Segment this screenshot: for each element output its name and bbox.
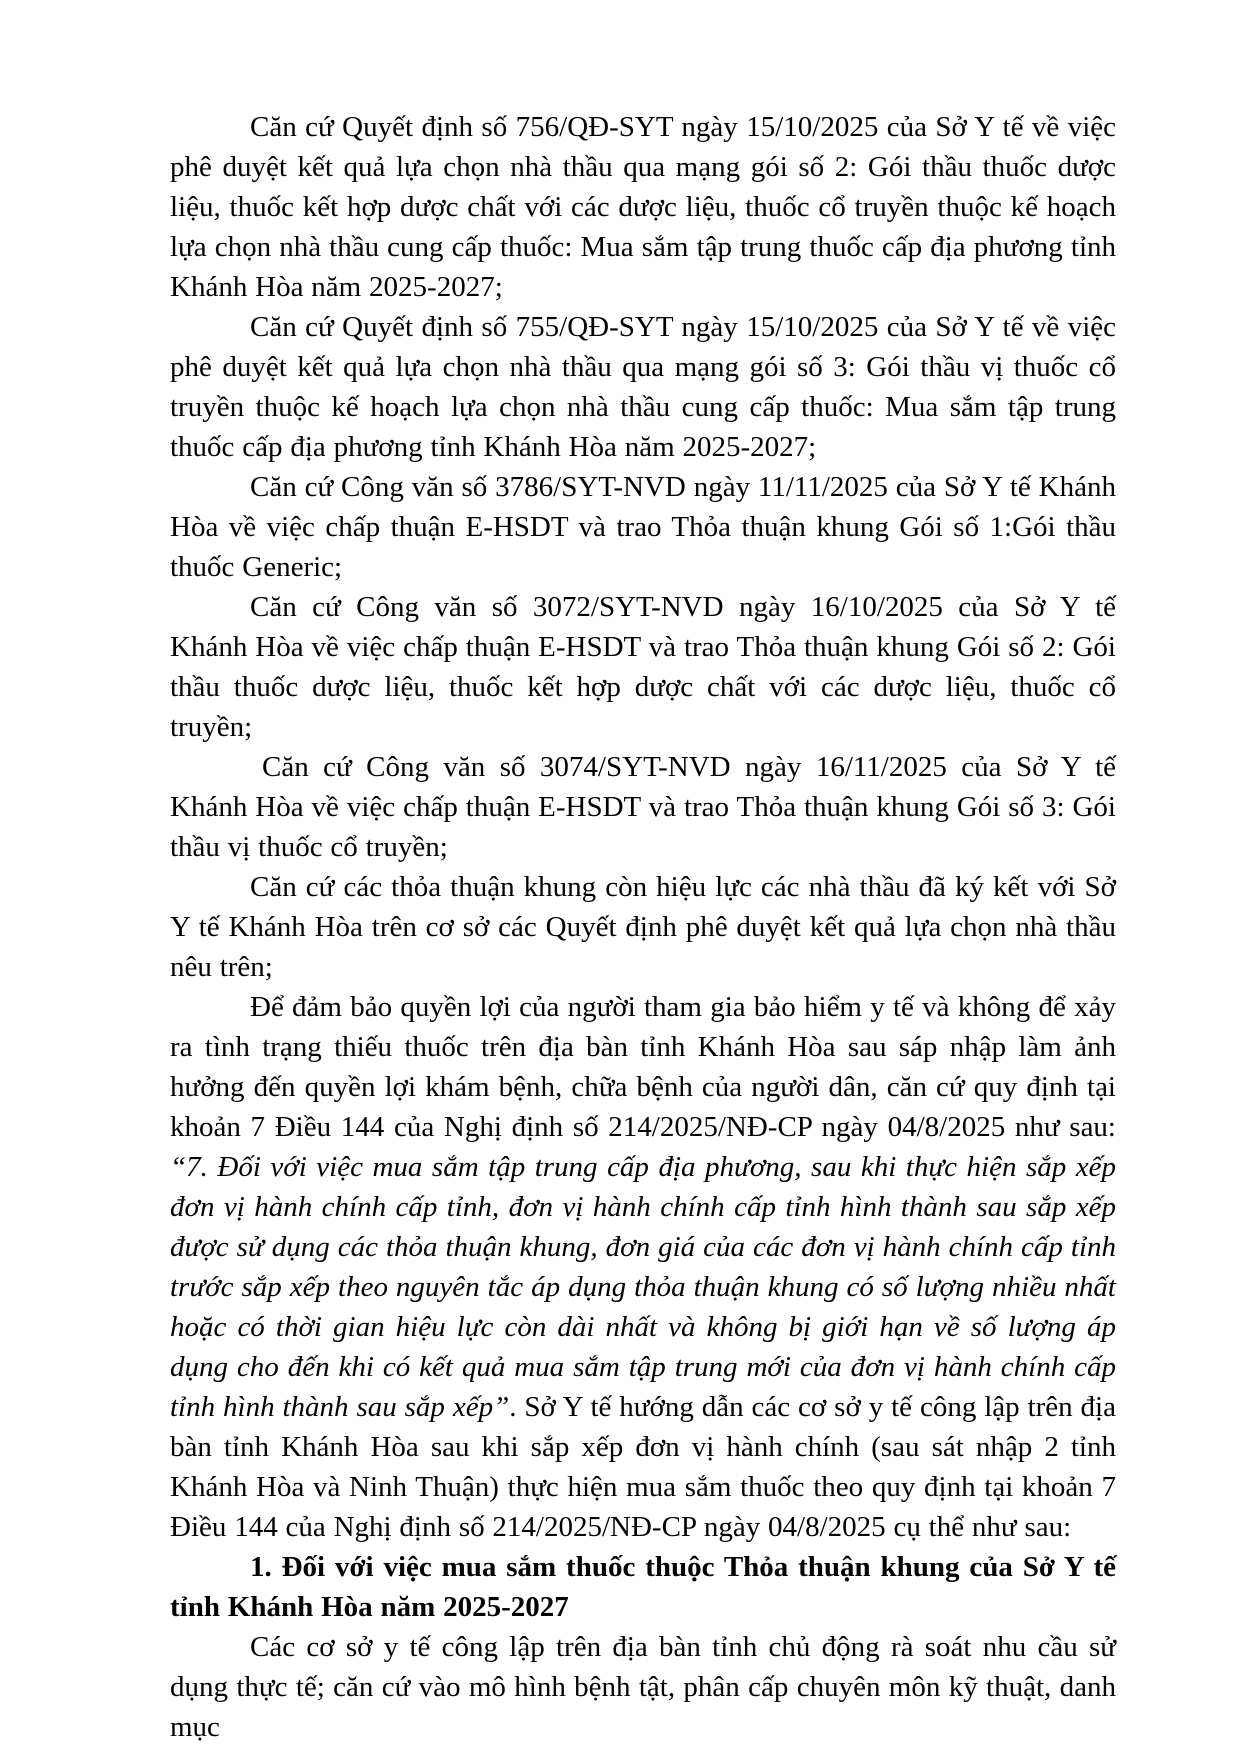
paragraph-7 xyxy=(170,987,1116,1547)
paragraph-3 xyxy=(170,467,1116,587)
text-run-normal: Căn cứ Quyết định số 755/QĐ-SYT ngày 15/10/2025 của Sở Y tế về việc phê duyệt kết quả lựa chọn nhà thầu qua mạng gói số 3: Gói thầu vị thuốc cổ truyền thuộc kế hoạch lựa chọn nhà thầu cung cấp thuốc: Mua sắm tập trung thuốc cấp địa phương tỉnh Khánh Hòa năm 2025-2027; xyxy=(170,311,1116,463)
text-run-normal: Để đảm bảo quyền lợi của người tham gia bảo hiểm y tế và không để xảy ra tình trạng thiếu thuốc trên địa bàn tỉnh Khánh Hòa sau sáp nhập làm ảnh hưởng đến quyền lợi khám bệnh, chữa bệnh của người dân, căn cứ quy định tại khoản 7 Điều 144 của Nghị định số 214/2025/NĐ-CP ngày 04/8/2025 như sau: xyxy=(170,991,1116,1143)
text-run-bold: 1. Đối với việc mua sắm thuốc thuộc Thỏa thuận khung của Sở Y tế tỉnh Khánh Hòa năm 2025-2027 xyxy=(170,1551,1116,1623)
paragraph-1 xyxy=(170,107,1116,307)
paragraph-6 xyxy=(170,867,1116,987)
document-body xyxy=(170,107,1116,1747)
paragraph-2 xyxy=(170,307,1116,467)
text-run-normal: Căn cứ Công văn số 3072/SYT-NVD ngày 16/10/2025 của Sở Y tế Khánh Hòa về việc chấp thuận E-HSDT và trao Thỏa thuận khung Gói số 2: Gói thầu thuốc dược liệu, thuốc kết hợp dược chất với các dược liệu, thuốc cổ truyền; xyxy=(170,591,1116,743)
paragraph-5 xyxy=(170,747,1116,867)
text-run-normal: Căn cứ các thỏa thuận khung còn hiệu lực các nhà thầu đã ký kết với Sở Y tế Khánh Hòa trên cơ sở các Quyết định phê duyệt kết quả lựa chọn nhà thầu nêu trên; xyxy=(170,871,1116,983)
paragraph-4 xyxy=(170,587,1116,747)
text-run-italic: “7. Đối với việc mua sắm tập trung cấp địa phương, sau khi thực hiện sắp xếp đơn vị hành chính cấp tỉnh, đơn vị hành chính cấp tỉnh hình thành sau sắp xếp được sử dụng các thỏa thuận khung, đơn giá của các đơn vị hành chính cấp tỉnh trước sắp xếp theo nguyên tắc áp dụng thỏa thuận khung có số lượng nhiều nhất hoặc có thời gian hiệu lực còn dài nhất và không bị giới hạn về số lượng áp dụng cho đến khi có kết quả mua sắm tập trung mới của đơn vị hành chính cấp tỉnh hình thành sau sắp xếp” xyxy=(170,1151,1116,1423)
text-run-normal: Các cơ sở y tế công lập trên địa bàn tỉnh chủ động rà soát nhu cầu sử dụng thực tế; căn cứ vào mô hình bệnh tật, phân cấp chuyên môn kỹ thuật, danh mục xyxy=(170,1631,1116,1743)
text-run-normal: Căn cứ Công văn số 3074/SYT-NVD ngày 16/11/2025 của Sở Y tế Khánh Hòa về việc chấp thuận E-HSDT và trao Thỏa thuận khung Gói số 3: Gói thầu vị thuốc cổ truyền; xyxy=(170,751,1116,863)
text-run-normal: Căn cứ Quyết định số 756/QĐ-SYT ngày 15/10/2025 của Sở Y tế về việc phê duyệt kết quả lựa chọn nhà thầu qua mạng gói số 2: Gói thầu thuốc dược liệu, thuốc kết hợp dược chất với các dược liệu, thuốc cổ truyền thuộc kế hoạch lựa chọn nhà thầu cung cấp thuốc: Mua sắm tập trung thuốc cấp địa phương tỉnh Khánh Hòa năm 2025-2027; xyxy=(170,111,1116,303)
text-run-normal: Căn cứ Công văn số 3786/SYT-NVD ngày 11/11/2025 của Sở Y tế Khánh Hòa về việc chấp thuận E-HSDT và trao Thỏa thuận khung Gói số 1:Gói thầu thuốc Generic; xyxy=(170,471,1116,583)
text-run-normal: . Sở Y tế hướng dẫn các cơ sở y tế công lập trên địa bàn tỉnh Khánh Hòa sau khi sắp xếp đơn vị hành chính (sau sát nhập 2 tỉnh Khánh Hòa và Ninh Thuận) thực hiện mua sắm thuốc theo quy định tại khoản 7 Điều 144 của Nghị định số 214/2025/NĐ-CP ngày 04/8/2025 cụ thể như sau: xyxy=(170,1391,1116,1543)
paragraph-9 xyxy=(170,1627,1116,1747)
section-heading xyxy=(170,1547,1116,1627)
